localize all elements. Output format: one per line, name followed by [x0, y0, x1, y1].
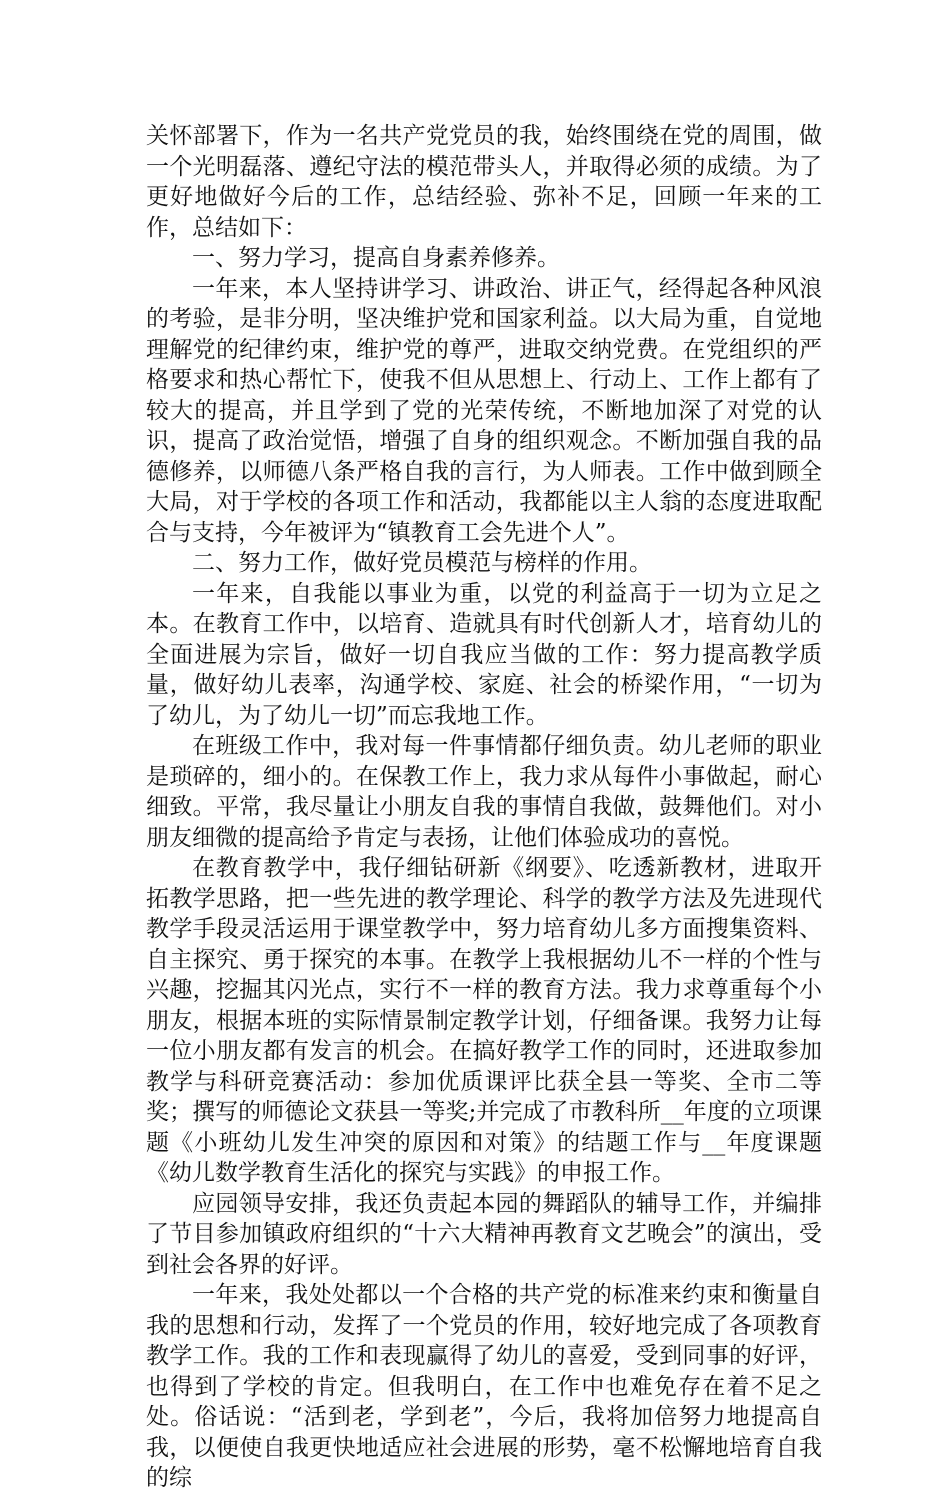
paragraph-dance-team: 应园领导安排，我还负责起本园的舞蹈队的辅导工作，并编排了节目参加镇政府组织的“十六大精神再教育文艺晚会”的演出，受到社会各界的好评。 — [146, 1190, 822, 1278]
paragraph-teaching: 在教育教学中，我仔细钻研新《纲要》、吃透新教材，进取开拓教学思路，把一些先进的教学理论、科学的教学方法及先进现代教学手段灵活运用于课堂教学中，努力培育幼儿多方面搜集资料、自主探究、勇于探究的本事。在教学上我根据幼儿不一样的个性与兴趣，挖掘其闪光点，实行不一样的教育方法。我力求尊重每个小朋友，根据本班的实际情景制定教学计划，仔细备课。我努力让每一位小朋友都有发言的机会。在搞好教学工作的同时，还进取参加教学与科研竞赛活动：参加优质课评比获全县一等奖、全市二等奖；撰写的师德论文获县一等奖;并完成了市教科所__年度的立项课题《小班幼儿发生冲突的原因和对策》的结题工作与__年度课题《幼儿数学教育生活化的探究与实践》的申报工作。 — [146, 855, 822, 1186]
paragraph-class-work: 在班级工作中，我对每一件事情都仔细负责。幼儿老师的职业是琐碎的，细小的。在保教工作上，我力求从每件小事做起，耐心细致。平常，我尽量让小朋友自我的事情自我做，鼓舞他们。对小朋友细微的提高给予肯定与表扬，让他们体验成功的喜悦。 — [146, 733, 822, 851]
document-body — [146, 121, 822, 1494]
paragraph-work: 一年来，自我能以事业为重，以党的利益高于一切为立足之本。在教育工作中，以培育、造就具有时代创新人才，培育幼儿的全面进展为宗旨，做好一切自我应当做的工作：努力提高教学质量，做好幼儿表率，沟通学校、家庭、社会的桥梁作用，“一切为了幼儿，为了幼儿一切”而忘我地工作。 — [146, 580, 822, 729]
section-heading-study: 一、努力学习，提高自身素养修养。 — [192, 245, 560, 271]
paragraph-study: 一年来，本人坚持讲学习、讲政治、讲正气，经得起各种风浪的考验，是非分明，坚决维护党和国家利益。以大局为重，自觉地理解党的纪律约束，维护党的尊严，进取交纳党费。在党组织的严格要求和热心帮忙下，使我不但从思想上、行动上、工作上都有了较大的提高，并且学到了党的光荣传统，不断地加深了对党的认识，提高了政治觉悟，增强了自身的组织观念。不断加强自我的品德修养，以师德八条严格自我的言行，为人师表。工作中做到顾全大局，对于学校的各项工作和活动，我都能以主人翁的态度进取配合与支持，今年被评为“镇教育工会先进个人”。 — [146, 275, 822, 546]
section-heading-work: 二、努力工作，做好党员模范与榜样的作用。 — [192, 550, 652, 576]
paragraph-summary: 一年来，我处处都以一个合格的共产党的标准来约束和衡量自我的思想和行动，发挥了一个党员的作用，较好地完成了各项教育教学工作。我的工作和表现赢得了幼儿的喜爱，受到同事的好评，也得到了学校的肯定。但我明白，在工作中也难免存在着不足之处。俗话说：“活到老，学到老”，今后，我将加倍努力地提高自我，以便使自我更快地适应社会进展的形势，毫不松懈地培育自我的综 — [146, 1282, 822, 1491]
paragraph-intro: 关怀部署下，作为一名共产党党员的我，始终围绕在党的周围，做一个光明磊落、遵纪守法的模范带头人，并取得必须的成绩。为了更好地做好今后的工作，总结经验、弥补不足，回顾一年来的工作，总结如下： — [146, 123, 822, 241]
